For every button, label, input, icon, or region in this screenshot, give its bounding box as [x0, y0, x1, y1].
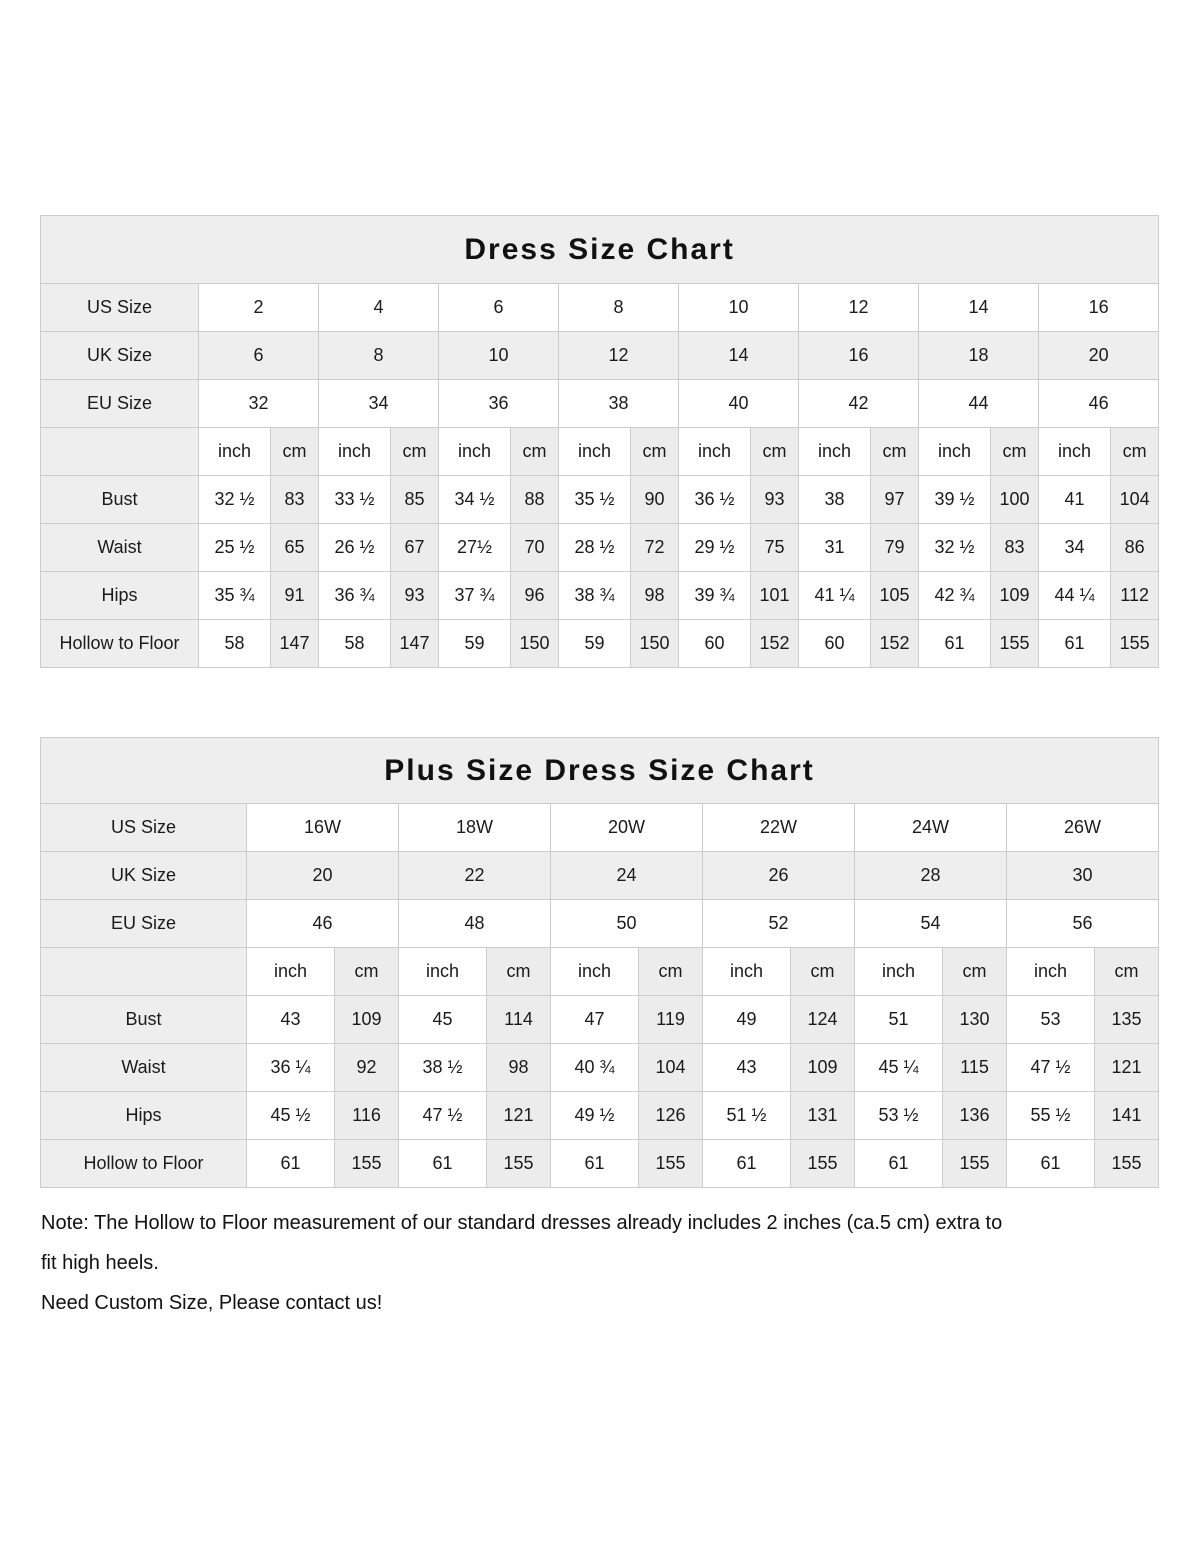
waist-inch-value: 28 ½	[559, 524, 631, 572]
hips-inch-value: 38 ¾	[559, 572, 631, 620]
hips-cm-value: 112	[1111, 572, 1159, 620]
eu-size-row-label: EU Size	[41, 380, 199, 428]
inch-unit-label: inch	[551, 948, 639, 996]
uk-size-value: 14	[679, 332, 799, 380]
footnote-block	[41, 1203, 1161, 1323]
bust-inch-value: 32 ½	[199, 476, 271, 524]
us-size-value: 6	[439, 284, 559, 332]
hollow-to-floor-cm-value: 147	[391, 620, 439, 668]
bust-inch-value: 39 ½	[919, 476, 991, 524]
hips-cm-value: 131	[791, 1092, 855, 1140]
hips-cm-value: 91	[271, 572, 319, 620]
waist-cm-value: 67	[391, 524, 439, 572]
waist-cm-value: 83	[991, 524, 1039, 572]
waist-cm-value: 109	[791, 1044, 855, 1092]
hollow-to-floor-inch-value: 61	[919, 620, 991, 668]
uk-size-value: 20	[1039, 332, 1159, 380]
cm-unit-label: cm	[1095, 948, 1159, 996]
waist-cm-value: 65	[271, 524, 319, 572]
cm-unit-label: cm	[751, 428, 799, 476]
waist-inch-value: 27½	[439, 524, 511, 572]
us-size-value: 16	[1039, 284, 1159, 332]
cm-unit-label: cm	[271, 428, 319, 476]
hollow-to-floor-row-label: Hollow to Floor	[41, 620, 199, 668]
bust-row-label: Bust	[41, 996, 247, 1044]
waist-inch-value: 26 ½	[319, 524, 391, 572]
hollow-to-floor-row-label: Hollow to Floor	[41, 1140, 247, 1188]
uk-size-value: 6	[199, 332, 319, 380]
hollow-to-floor-cm-value: 150	[511, 620, 559, 668]
waist-cm-value: 115	[943, 1044, 1007, 1092]
hips-inch-value: 41 ¼	[799, 572, 871, 620]
hips-cm-value: 126	[639, 1092, 703, 1140]
hollow-to-floor-inch-value: 61	[855, 1140, 943, 1188]
hips-cm-value: 93	[391, 572, 439, 620]
waist-cm-value: 75	[751, 524, 799, 572]
hollow-to-floor-inch-value: 58	[199, 620, 271, 668]
inch-unit-label: inch	[855, 948, 943, 996]
hips-inch-value: 47 ½	[399, 1092, 487, 1140]
waist-inch-value: 43	[703, 1044, 791, 1092]
waist-cm-value: 72	[631, 524, 679, 572]
hollow-to-floor-inch-value: 61	[551, 1140, 639, 1188]
bust-inch-value: 36 ½	[679, 476, 751, 524]
us-size-row-label: US Size	[41, 804, 247, 852]
waist-cm-value: 92	[335, 1044, 399, 1092]
eu-size-value: 52	[703, 900, 855, 948]
bust-inch-value: 38	[799, 476, 871, 524]
hips-inch-value: 42 ¾	[919, 572, 991, 620]
cm-unit-label: cm	[943, 948, 1007, 996]
hips-inch-value: 55 ½	[1007, 1092, 1095, 1140]
us-size-value: 18W	[399, 804, 551, 852]
hollow-to-floor-inch-value: 61	[1007, 1140, 1095, 1188]
hollow-to-floor-cm-value: 155	[943, 1140, 1007, 1188]
standard-dress-size-chart-table	[40, 215, 1159, 668]
cm-unit-label: cm	[487, 948, 551, 996]
hips-cm-value: 136	[943, 1092, 1007, 1140]
waist-cm-value: 104	[639, 1044, 703, 1092]
hollow-to-floor-cm-value: 150	[631, 620, 679, 668]
hips-cm-value: 109	[991, 572, 1039, 620]
waist-cm-value: 98	[487, 1044, 551, 1092]
waist-cm-value: 86	[1111, 524, 1159, 572]
bust-inch-value: 43	[247, 996, 335, 1044]
bust-cm-value: 119	[639, 996, 703, 1044]
uk-size-value: 22	[399, 852, 551, 900]
us-size-value: 10	[679, 284, 799, 332]
waist-cm-value: 121	[1095, 1044, 1159, 1092]
hollow-to-floor-cm-value: 155	[791, 1140, 855, 1188]
us-size-value: 22W	[703, 804, 855, 852]
us-size-value: 26W	[1007, 804, 1159, 852]
waist-inch-value: 38 ½	[399, 1044, 487, 1092]
us-size-value: 16W	[247, 804, 399, 852]
hips-inch-value: 51 ½	[703, 1092, 791, 1140]
eu-size-value: 46	[247, 900, 399, 948]
hips-inch-value: 44 ¼	[1039, 572, 1111, 620]
bust-inch-value: 45	[399, 996, 487, 1044]
inch-unit-label: inch	[559, 428, 631, 476]
hollow-to-floor-inch-value: 58	[319, 620, 391, 668]
waist-row-label: Waist	[41, 524, 199, 572]
bust-row-label: Bust	[41, 476, 199, 524]
hollow-to-floor-inch-value: 60	[679, 620, 751, 668]
bust-cm-value: 83	[271, 476, 319, 524]
hips-cm-value: 101	[751, 572, 799, 620]
inch-unit-label: inch	[919, 428, 991, 476]
cm-unit-label: cm	[631, 428, 679, 476]
cm-unit-label: cm	[871, 428, 919, 476]
hips-inch-value: 45 ½	[247, 1092, 335, 1140]
inch-unit-label: inch	[703, 948, 791, 996]
bust-cm-value: 135	[1095, 996, 1159, 1044]
note-line: Need Custom Size, Please contact us!	[41, 1292, 383, 1314]
eu-size-value: 44	[919, 380, 1039, 428]
eu-size-value: 40	[679, 380, 799, 428]
bust-cm-value: 130	[943, 996, 1007, 1044]
uk-size-value: 24	[551, 852, 703, 900]
hips-cm-value: 141	[1095, 1092, 1159, 1140]
inch-unit-label: inch	[199, 428, 271, 476]
bust-cm-value: 104	[1111, 476, 1159, 524]
hips-cm-value: 98	[631, 572, 679, 620]
hollow-to-floor-cm-value: 152	[751, 620, 799, 668]
uk-size-row-label: UK Size	[41, 332, 199, 380]
bust-cm-value: 124	[791, 996, 855, 1044]
us-size-value: 12	[799, 284, 919, 332]
hollow-to-floor-inch-value: 59	[559, 620, 631, 668]
waist-inch-value: 47 ½	[1007, 1044, 1095, 1092]
hips-cm-value: 116	[335, 1092, 399, 1140]
hollow-to-floor-cm-value: 155	[1111, 620, 1159, 668]
cm-unit-label: cm	[639, 948, 703, 996]
hollow-to-floor-inch-value: 61	[399, 1140, 487, 1188]
waist-inch-value: 29 ½	[679, 524, 751, 572]
hollow-to-floor-inch-value: 61	[1039, 620, 1111, 668]
hollow-to-floor-cm-value: 155	[1095, 1140, 1159, 1188]
hips-inch-value: 35 ¾	[199, 572, 271, 620]
bust-cm-value: 90	[631, 476, 679, 524]
hips-inch-value: 36 ¾	[319, 572, 391, 620]
cm-unit-label: cm	[991, 428, 1039, 476]
bust-inch-value: 35 ½	[559, 476, 631, 524]
bust-inch-value: 47	[551, 996, 639, 1044]
bust-inch-value: 49	[703, 996, 791, 1044]
inch-unit-label: inch	[1039, 428, 1111, 476]
hips-inch-value: 39 ¾	[679, 572, 751, 620]
eu-size-value: 50	[551, 900, 703, 948]
inch-unit-label: inch	[679, 428, 751, 476]
bust-cm-value: 88	[511, 476, 559, 524]
waist-cm-value: 70	[511, 524, 559, 572]
hollow-to-floor-cm-value: 147	[271, 620, 319, 668]
hollow-to-floor-cm-value: 155	[335, 1140, 399, 1188]
bust-cm-value: 114	[487, 996, 551, 1044]
empty-unit-label-cell	[41, 428, 199, 476]
eu-size-value: 36	[439, 380, 559, 428]
bust-cm-value: 97	[871, 476, 919, 524]
waist-inch-value: 45 ¼	[855, 1044, 943, 1092]
us-size-value: 24W	[855, 804, 1007, 852]
eu-size-value: 56	[1007, 900, 1159, 948]
empty-unit-label-cell	[41, 948, 247, 996]
inch-unit-label: inch	[319, 428, 391, 476]
cm-unit-label: cm	[391, 428, 439, 476]
us-size-value: 14	[919, 284, 1039, 332]
eu-size-value: 42	[799, 380, 919, 428]
standard-chart-title: Dress Size Chart	[41, 216, 1159, 284]
bust-cm-value: 109	[335, 996, 399, 1044]
note-line: Note: The Hollow to Floor measurement of our standard dresses already includes 2 inches (ca.5 cm) extra to	[41, 1212, 1003, 1234]
us-size-value: 2	[199, 284, 319, 332]
hollow-to-floor-cm-value: 155	[991, 620, 1039, 668]
us-size-value: 4	[319, 284, 439, 332]
waist-inch-value: 25 ½	[199, 524, 271, 572]
eu-size-value: 38	[559, 380, 679, 428]
eu-size-value: 54	[855, 900, 1007, 948]
uk-size-value: 20	[247, 852, 399, 900]
hollow-to-floor-cm-value: 155	[639, 1140, 703, 1188]
hips-cm-value: 121	[487, 1092, 551, 1140]
inch-unit-label: inch	[247, 948, 335, 996]
waist-inch-value: 40 ¾	[551, 1044, 639, 1092]
cm-unit-label: cm	[335, 948, 399, 996]
waist-row-label: Waist	[41, 1044, 247, 1092]
us-size-value: 8	[559, 284, 679, 332]
uk-size-row-label: UK Size	[41, 852, 247, 900]
hollow-to-floor-inch-value: 59	[439, 620, 511, 668]
hips-cm-value: 105	[871, 572, 919, 620]
bust-inch-value: 51	[855, 996, 943, 1044]
hips-inch-value: 53 ½	[855, 1092, 943, 1140]
uk-size-value: 30	[1007, 852, 1159, 900]
bust-cm-value: 85	[391, 476, 439, 524]
inch-unit-label: inch	[399, 948, 487, 996]
waist-inch-value: 36 ¼	[247, 1044, 335, 1092]
hips-inch-value: 37 ¾	[439, 572, 511, 620]
hips-row-label: Hips	[41, 1092, 247, 1140]
eu-size-row-label: EU Size	[41, 900, 247, 948]
hollow-to-floor-cm-value: 155	[487, 1140, 551, 1188]
cm-unit-label: cm	[791, 948, 855, 996]
hollow-to-floor-cm-value: 152	[871, 620, 919, 668]
uk-size-value: 26	[703, 852, 855, 900]
hollow-to-floor-inch-value: 60	[799, 620, 871, 668]
waist-inch-value: 34	[1039, 524, 1111, 572]
waist-cm-value: 79	[871, 524, 919, 572]
bust-inch-value: 34 ½	[439, 476, 511, 524]
inch-unit-label: inch	[799, 428, 871, 476]
waist-inch-value: 32 ½	[919, 524, 991, 572]
hips-cm-value: 96	[511, 572, 559, 620]
hips-row-label: Hips	[41, 572, 199, 620]
bust-inch-value: 33 ½	[319, 476, 391, 524]
bust-cm-value: 93	[751, 476, 799, 524]
plus-chart-title: Plus Size Dress Size Chart	[41, 738, 1159, 804]
bust-inch-value: 41	[1039, 476, 1111, 524]
eu-size-value: 46	[1039, 380, 1159, 428]
plus-size-dress-size-chart-table	[40, 737, 1159, 1188]
bust-cm-value: 100	[991, 476, 1039, 524]
bust-inch-value: 53	[1007, 996, 1095, 1044]
eu-size-value: 32	[199, 380, 319, 428]
cm-unit-label: cm	[511, 428, 559, 476]
hollow-to-floor-inch-value: 61	[247, 1140, 335, 1188]
uk-size-value: 8	[319, 332, 439, 380]
us-size-value: 20W	[551, 804, 703, 852]
us-size-row-label: US Size	[41, 284, 199, 332]
uk-size-value: 10	[439, 332, 559, 380]
uk-size-value: 18	[919, 332, 1039, 380]
hips-inch-value: 49 ½	[551, 1092, 639, 1140]
uk-size-value: 28	[855, 852, 1007, 900]
cm-unit-label: cm	[1111, 428, 1159, 476]
inch-unit-label: inch	[1007, 948, 1095, 996]
note-line: fit high heels.	[41, 1252, 159, 1274]
waist-inch-value: 31	[799, 524, 871, 572]
uk-size-value: 16	[799, 332, 919, 380]
eu-size-value: 34	[319, 380, 439, 428]
eu-size-value: 48	[399, 900, 551, 948]
uk-size-value: 12	[559, 332, 679, 380]
inch-unit-label: inch	[439, 428, 511, 476]
hollow-to-floor-inch-value: 61	[703, 1140, 791, 1188]
